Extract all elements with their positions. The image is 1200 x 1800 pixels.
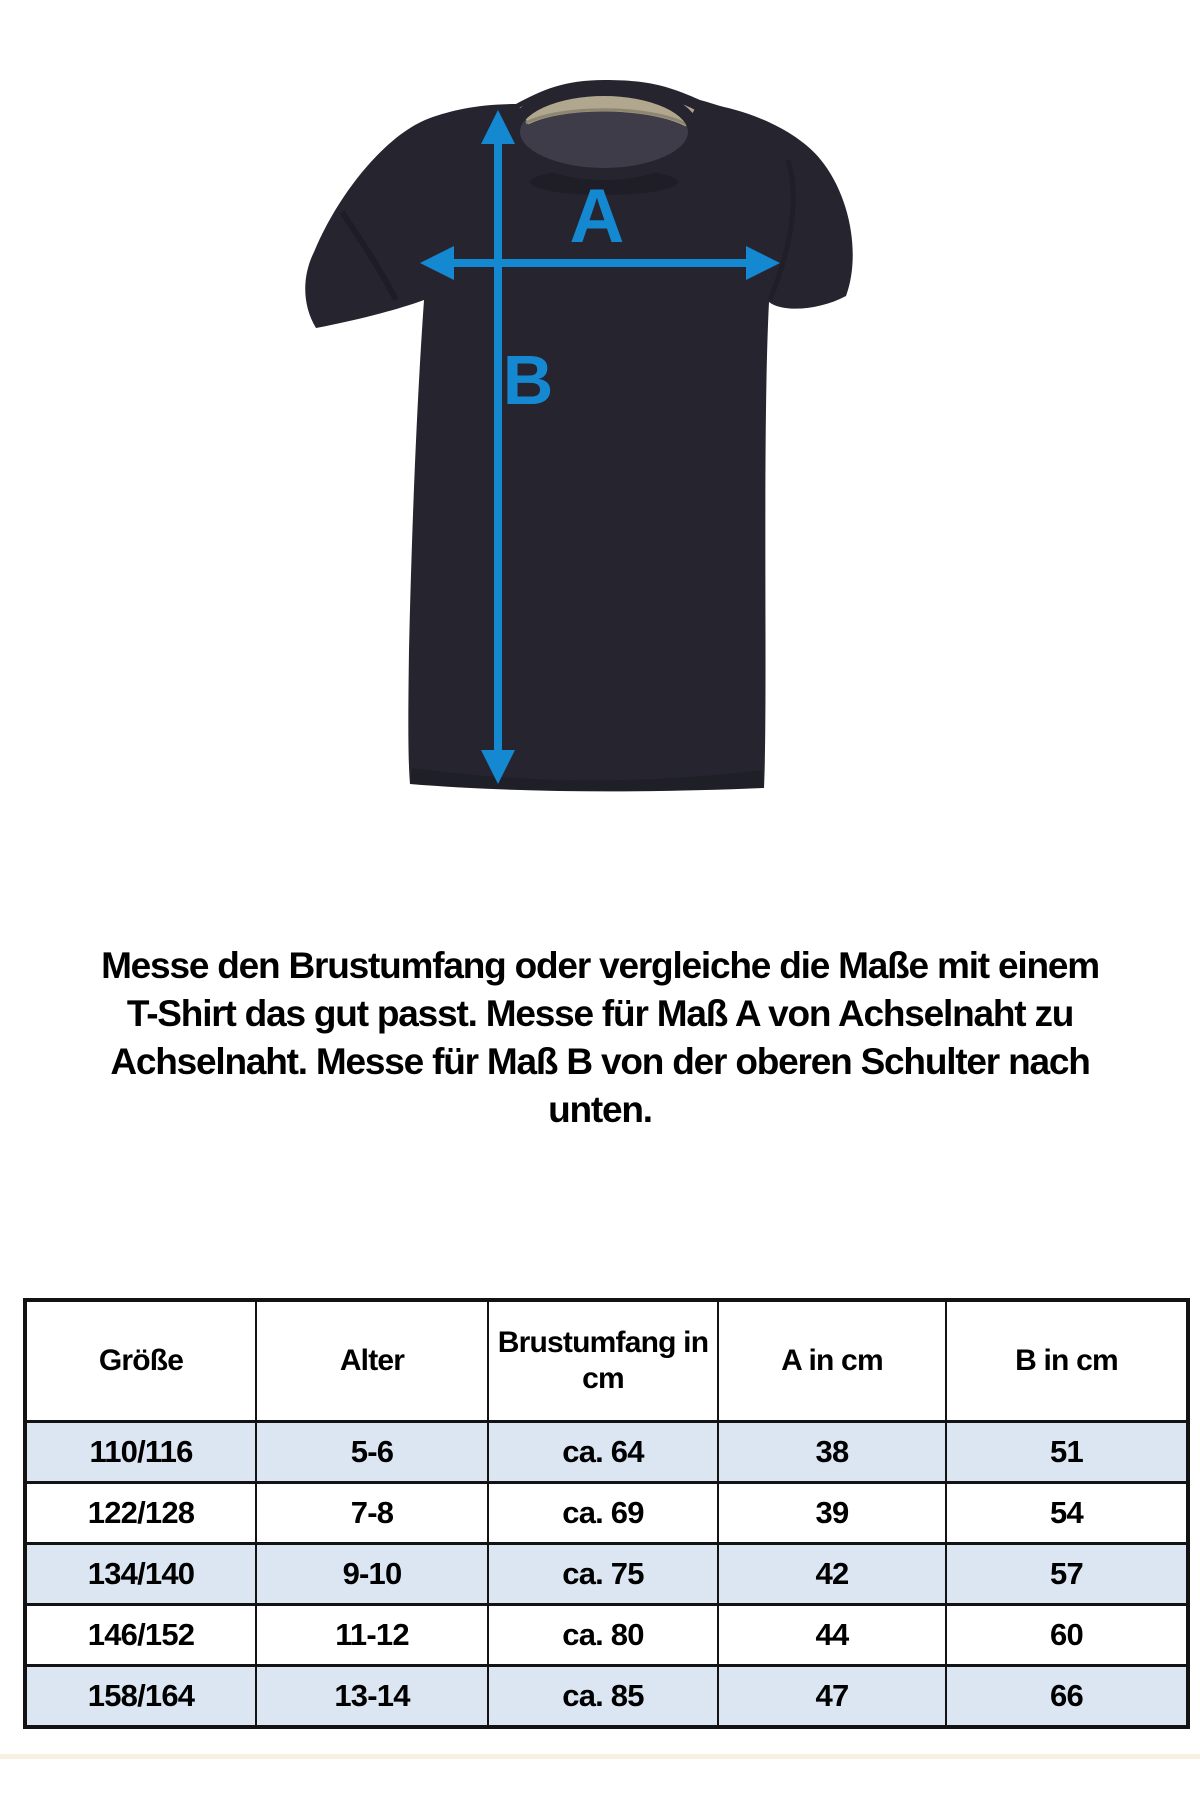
table-header-row bbox=[25, 1300, 1188, 1422]
column-header-b: B in cm bbox=[946, 1300, 1188, 1422]
size-cell: 134/140 bbox=[25, 1544, 256, 1605]
column-header-alter: Alter bbox=[256, 1300, 488, 1422]
instructions-text bbox=[30, 942, 1170, 1134]
column-header-a: A in cm bbox=[718, 1300, 946, 1422]
column-header-brustumfang: Brustumfang in cm bbox=[488, 1300, 718, 1422]
size-cell: 110/116 bbox=[25, 1422, 256, 1483]
size-cell: 11-12 bbox=[256, 1605, 488, 1666]
page-divider bbox=[0, 1754, 1200, 1759]
size-cell: 38 bbox=[718, 1422, 946, 1483]
size-cell: 122/128 bbox=[25, 1483, 256, 1544]
size-cell: 51 bbox=[946, 1422, 1188, 1483]
size-cell: 5-6 bbox=[256, 1422, 488, 1483]
size-cell: 13-14 bbox=[256, 1666, 488, 1728]
table-row bbox=[25, 1544, 1188, 1605]
size-cell: 158/164 bbox=[25, 1666, 256, 1728]
size-cell: 42 bbox=[718, 1544, 946, 1605]
size-cell: ca. 69 bbox=[488, 1483, 718, 1544]
size-cell: 9-10 bbox=[256, 1544, 488, 1605]
size-cell: 146/152 bbox=[25, 1605, 256, 1666]
instruction-line: Messe den Brustumfang oder vergleiche die Maße mit einem bbox=[101, 945, 1099, 986]
size-cell: ca. 75 bbox=[488, 1544, 718, 1605]
table-row bbox=[25, 1605, 1188, 1666]
label-a: A bbox=[569, 174, 625, 259]
label-b: B bbox=[502, 341, 554, 419]
size-cell: ca. 64 bbox=[488, 1422, 718, 1483]
size-cell: 44 bbox=[718, 1605, 946, 1666]
table-row bbox=[25, 1666, 1188, 1728]
size-cell: 60 bbox=[946, 1605, 1188, 1666]
size-cell: 57 bbox=[946, 1544, 1188, 1605]
size-cell: 7-8 bbox=[256, 1483, 488, 1544]
size-cell: 54 bbox=[946, 1483, 1188, 1544]
size-table bbox=[23, 1298, 1190, 1729]
size-cell: ca. 85 bbox=[488, 1666, 718, 1728]
instruction-line: Achselnaht. Messe für Maß B von der oberen Schulter nach bbox=[110, 1041, 1090, 1082]
size-cell: 66 bbox=[946, 1666, 1188, 1728]
size-cell: ca. 80 bbox=[488, 1605, 718, 1666]
table-row bbox=[25, 1483, 1188, 1544]
instruction-line: unten. bbox=[548, 1089, 652, 1130]
column-header-groesse: Größe bbox=[25, 1300, 256, 1422]
instruction-line: T-Shirt das gut passt. Messe für Maß A von Achselnaht zu bbox=[126, 993, 1074, 1034]
table-row bbox=[25, 1422, 1188, 1483]
size-cell: 47 bbox=[718, 1666, 946, 1728]
size-cell: 39 bbox=[718, 1483, 946, 1544]
